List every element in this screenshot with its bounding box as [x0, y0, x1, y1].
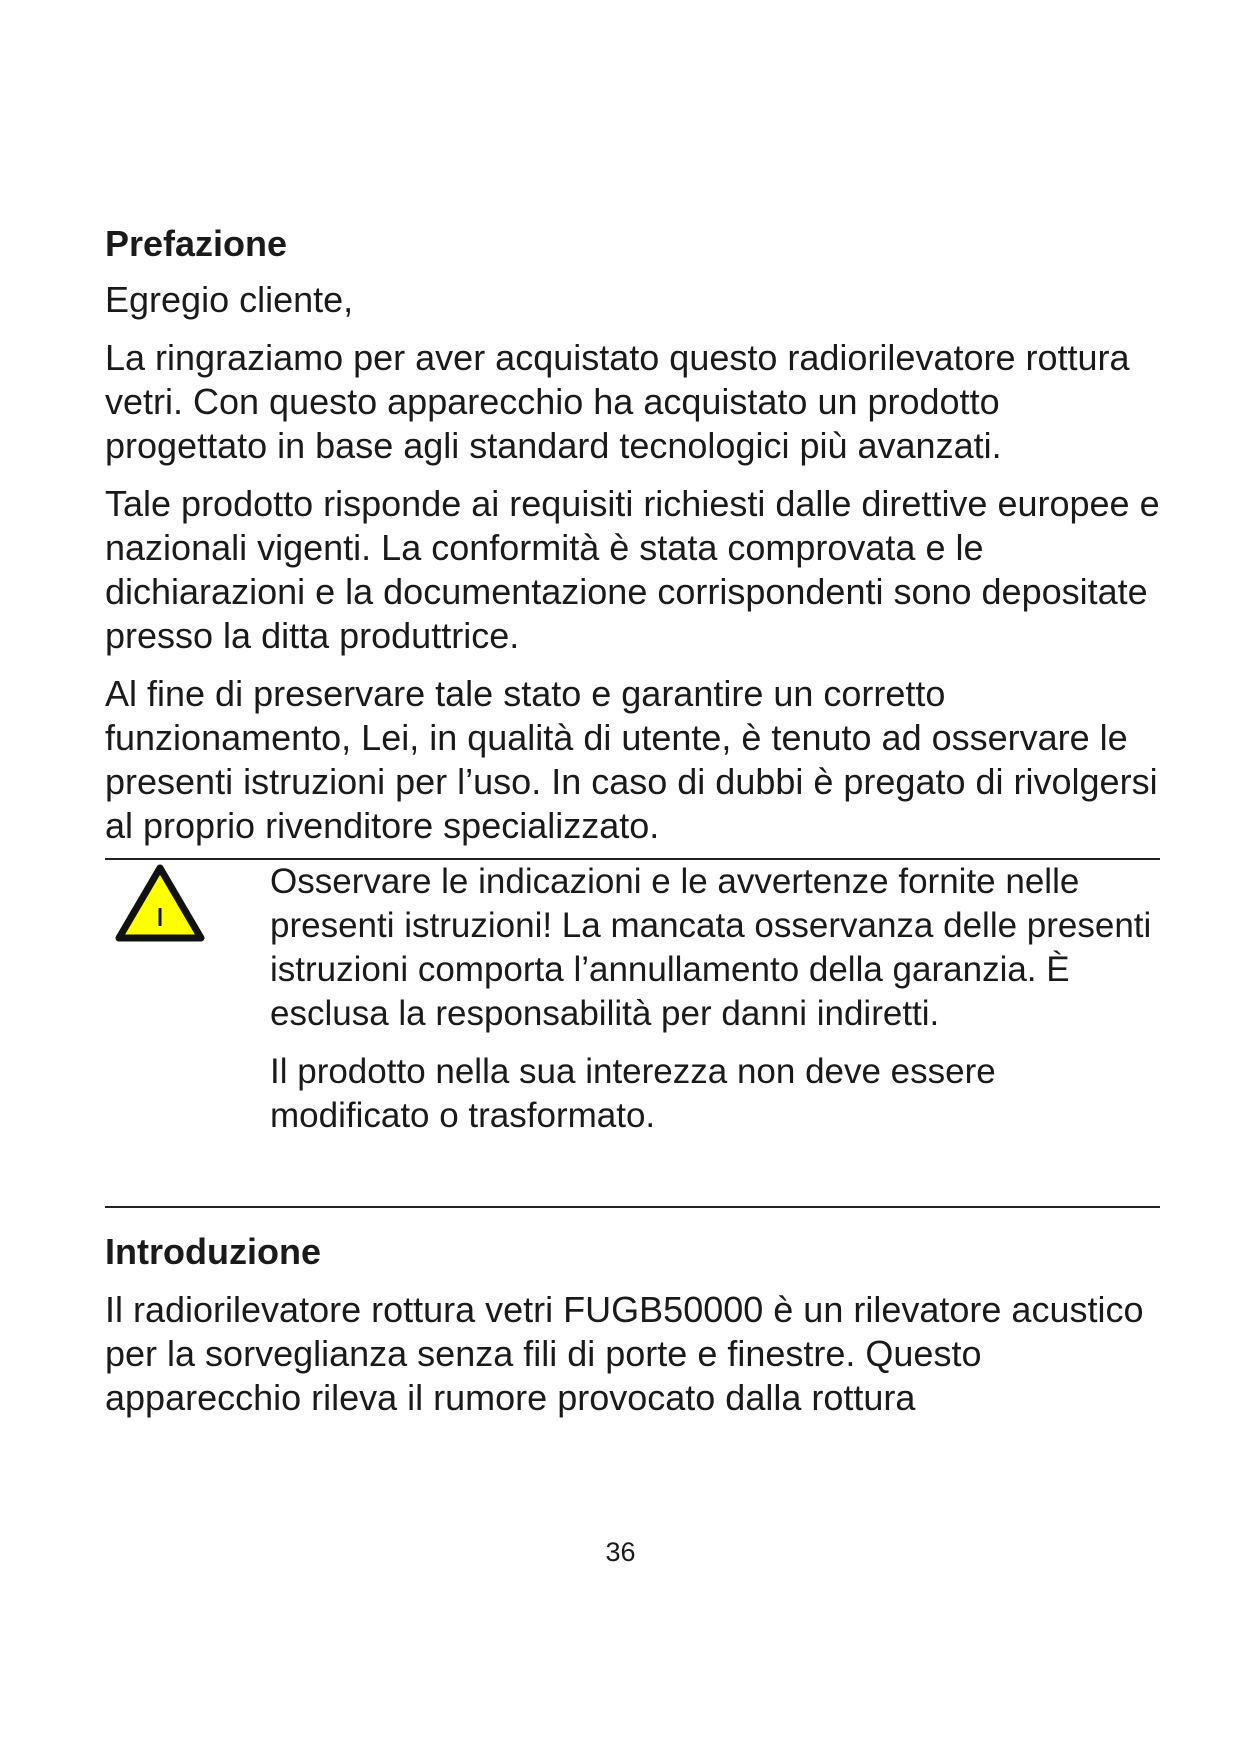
greeting: Egregio cliente, — [105, 279, 354, 320]
page-content — [105, 222, 1160, 1420]
warning-paragraph-2: Il prodotto nella sua interezza non deve essere modificato o trasformato. — [270, 1052, 996, 1135]
introduction-text: Il radiorilevatore rottura vetri FUGB50000 è un rilevatore acustico per la sorveglianza senza fili di porte e finestre. Questo apparecchio rileva il rumore provocato dalla rottura — [105, 1289, 1144, 1418]
warning-notice — [105, 858, 1160, 1208]
introduction-title: Introduzione — [105, 1231, 321, 1272]
page-number: 36 — [605, 1537, 636, 1567]
preface-title: Prefazione — [105, 223, 288, 264]
preface-paragraph-2: Tale prodotto risponde ai requisiti richiesti dalle direttive europee e nazionali vigenti. La conformità è stata comprovata e le dichiarazioni e la documentazione corrispondenti sono depositate presso la ditta produttrice. — [105, 483, 1160, 656]
preface-paragraph-1: La ringraziamo per aver acquistato questo radiorilevatore rottura vetri. Con questo apparecchio ha acquistato un prodotto progettato in base agli standard tecnologici più avanzati. — [105, 337, 1130, 466]
warning-paragraph-1: Osservare le indicazioni e le avvertenze fornite nelle presenti istruzioni! La mancata osservanza delle presenti istruzioni comporta l’annullamento della garanzia. È esclusa la responsabilità per danni indiretti. — [270, 862, 1152, 1033]
preface-paragraph-3: Al fine di preservare tale stato e garantire un corretto funzionamento, Lei, in qualità di utente, è tenuto ad osservare le presenti istruzioni per l’uso. In caso di dubbi è pregato di rivolgersi al proprio rivenditore specializzato. — [105, 673, 1158, 846]
warning-triangle-icon — [115, 864, 205, 944]
